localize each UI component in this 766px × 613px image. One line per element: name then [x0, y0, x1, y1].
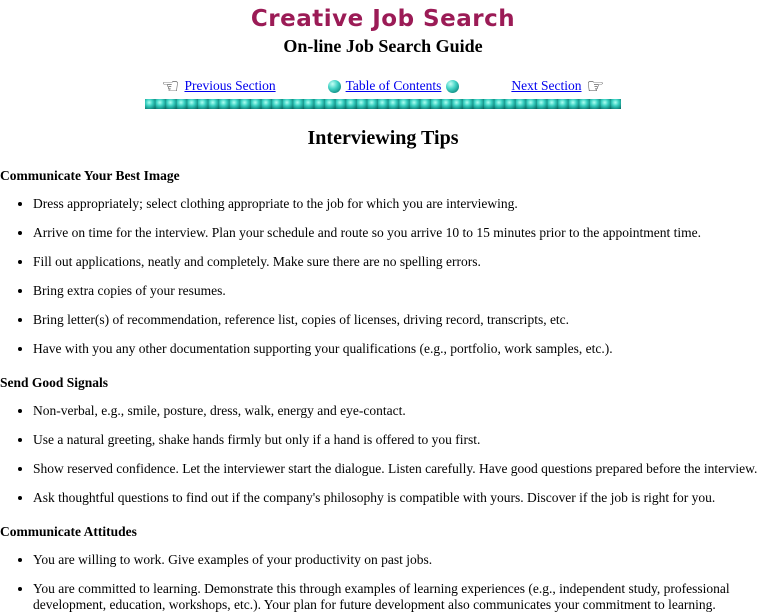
site-title: Creative Job Search — [250, 6, 516, 32]
section-send-good-signals — [0, 375, 766, 506]
list-item: • Use a natural greeting, shake hands firmly but only if a hand is offered to you first. — [33, 432, 762, 448]
list-item: • Have with you any other documentation supporting your qualifications (e.g., portfolio, work samples, etc.). — [33, 341, 762, 357]
teal-ball-icon — [328, 80, 341, 93]
nav-next-group — [511, 74, 605, 98]
list-item: • Bring letter(s) of recommendation, reference list, copies of licenses, driving record, transcripts, etc. — [33, 312, 762, 328]
list-item: • Ask thoughtful questions to find out if the company's philosophy is compatible with yours. Discover if the job is right for you. — [33, 490, 762, 506]
teal-ball-icon — [446, 80, 459, 93]
list-item: • You are committed to learning. Demonstrate this through examples of learning experiences (e.g., independent study, professional development, education, workshops, etc.). Your plan for future development also communicates your commitment to learning. — [33, 581, 762, 613]
section-heading: Send Good Signals — [0, 375, 109, 390]
table-of-contents-link[interactable]: Table of Contents — [345, 78, 442, 93]
list-item: • Show reserved confidence. Let the interviewer start the dialogue. Listen carefully. Have good questions prepared before the interview. — [33, 461, 762, 477]
list-item: • Non-verbal, e.g., smile, posture, dress, walk, energy and eye-contact. — [33, 403, 762, 419]
list-item: • Dress appropriately; select clothing appropriate to the job for which you are interviewing. — [33, 196, 762, 212]
nav-toc-group — [328, 78, 460, 94]
section-communicate-your-best-image — [0, 168, 766, 357]
section-nav — [0, 74, 766, 98]
previous-section-link[interactable]: Previous Section — [184, 78, 276, 93]
tips-list — [0, 403, 766, 506]
hand-pointing-right-icon: ☞ — [586, 74, 605, 98]
list-item: • Fill out applications, neatly and completely. Make sure there are no spelling errors. — [33, 254, 762, 270]
section-heading: Communicate Your Best Image — [0, 168, 180, 183]
hand-pointing-left-icon: ☜ — [161, 74, 180, 98]
next-section-link[interactable]: Next Section — [511, 78, 582, 93]
list-item: • Arrive on time for the interview. Plan your schedule and route so you arrive 10 to 15 minutes prior to the appointment time. — [33, 225, 762, 241]
list-item: • Bring extra copies of your resumes. — [33, 283, 762, 299]
list-item: • You are willing to work. Give examples of your productivity on past jobs. — [33, 552, 762, 568]
tips-list — [0, 196, 766, 357]
guide-subtitle: On-line Job Search Guide — [283, 36, 483, 56]
page-title: Interviewing Tips — [307, 127, 459, 149]
nav-previous-group — [161, 74, 276, 98]
teal-bead-divider — [145, 99, 621, 109]
section-heading: Communicate Attitudes — [0, 524, 137, 539]
tips-list — [0, 552, 766, 613]
